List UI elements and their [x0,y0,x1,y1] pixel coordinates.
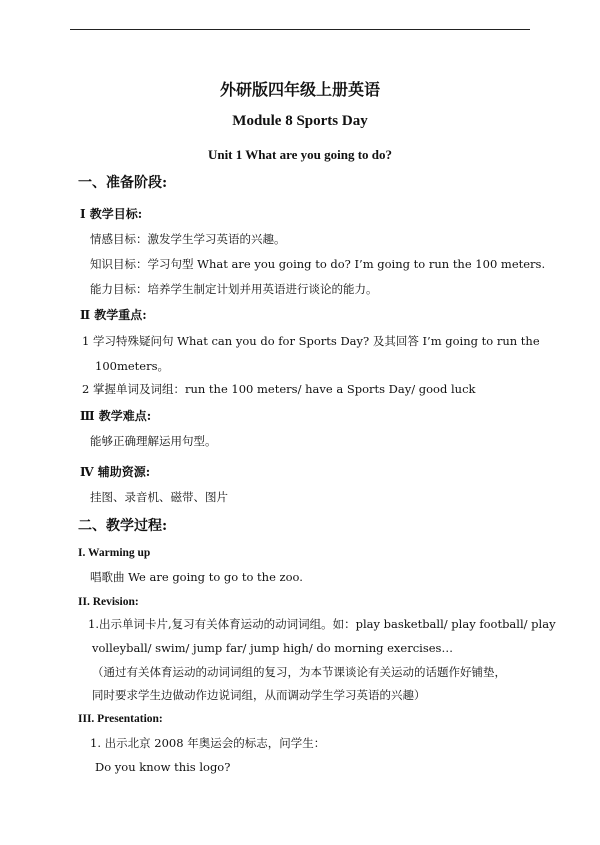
revision-line: （通过有关体育运动的动词词组的复习，为本节课谈论有关运动的话题作好铺垫， [92,665,506,679]
goals-line: 能力目标：培养学生制定计划并用英语进行谈论的能力。 [90,282,378,296]
document-title: 外研版四年级上册英语 [219,80,380,99]
process-heading: 二、教学过程: [78,518,168,534]
presentation-line: Do you know this logo? [95,760,231,774]
presentation-line: 1. 出示北京 2008 年奥运会的标志，问学生： [90,736,326,750]
key-points-line: 1 学习特殊疑问句 What can you do for Sports Day? 及其回答 I’m going to run the [82,334,540,348]
prep-heading: 一、准备阶段: [78,175,168,191]
difficulties-line: 能够正确理解运用句型。 [90,434,217,448]
unit-title: Unit 1 What are you going to do? [207,147,393,162]
module-title: Module 8 Sports Day [232,113,368,129]
revision-line: volleyball/ swim/ jump far/ jump high/ do morning exercises… [92,641,453,655]
resources-line: 挂图、录音机、磁带、图片 [90,490,228,504]
revision-heading: II. Revision: [78,596,139,608]
key-points-heading: Ⅱ 教学重点: [80,308,147,322]
header-rule [70,29,530,30]
warming-up-heading: I. Warming up [78,547,151,559]
resources-heading: Ⅳ 辅助资源: [80,465,151,479]
goals-line: 知识目标：学习句型 What are you going to do? I’m going to run the 100 meters. [90,257,546,271]
difficulties-heading: Ⅲ 教学难点: [80,409,152,423]
revision-line: 1.出示单词卡片,复习有关体育运动的动词词组。如：play basketball/ play football/ play [88,617,556,631]
warming-up-line: 唱歌曲 We are going to go to the zoo. [90,570,303,584]
revision-line: 同时要求学生边做动作边说词组，从而调动学生学习英语的兴趣） [92,688,426,702]
key-points-line: 2 掌握单词及词组：run the 100 meters/ have a Sports Day/ good luck [82,382,476,396]
goals-heading: Ⅰ 教学目标: [80,207,143,221]
presentation-heading: III. Presentation: [78,713,163,725]
key-points-line: 100meters。 [95,359,169,373]
goals-line: 情感目标：激发学生学习英语的兴趣。 [90,232,286,246]
